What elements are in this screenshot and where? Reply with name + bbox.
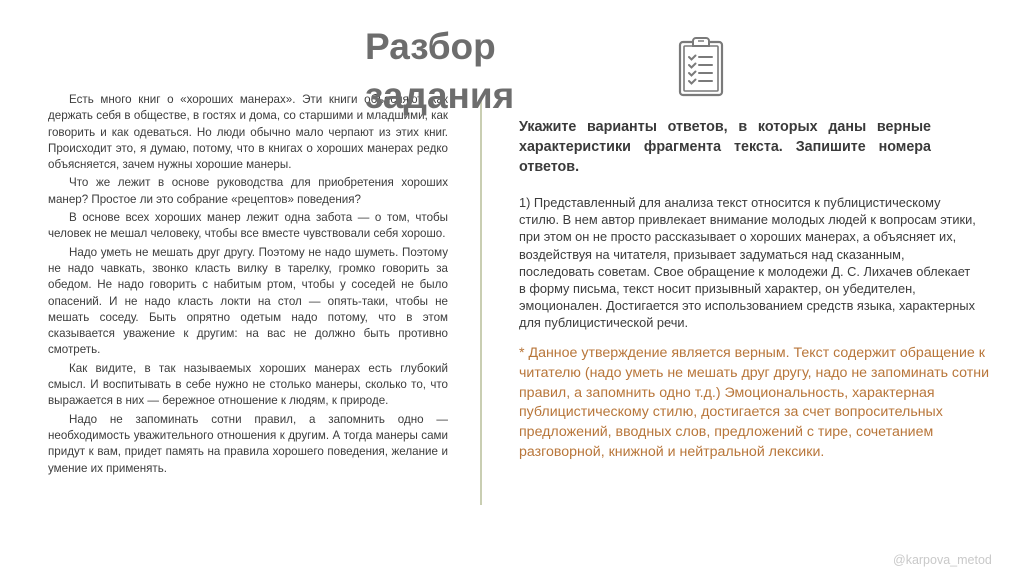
title-line-1: Разбор xyxy=(365,26,496,67)
slide-title xyxy=(365,22,565,120)
watermark: @karpova_metod xyxy=(893,553,992,567)
source-paragraph: Надо не запоминать сотни правил, а запомнить одно — необходимость уважительного отношения к другим. А тогда манеры сами придут к вам, придет память на правила хорошего поведения, желание и умение их применять. xyxy=(48,412,448,475)
source-paragraph: Надо уметь не мешать друг другу. Поэтому не надо шуметь. Поэтому не надо чавкать, звонко класть вилку в тарелку, громко говорить за обедом. Не надо говорить с набитым ртом, чтобы у соседей не было опасений. И не надо класть локти на стол — опять-таки, чтобы не мешать соседу. Быть опрятно одетым надо потому, что в этом сказывается уважение к другим: на вас не должно быть противно смотреть. xyxy=(48,245,448,357)
answer-option-1: 1) Представленный для анализа текст относится к публицистическому стилю. В нем автор привлекает внимание молодых людей к вопросам этики, при этом он не просто рассказывает о хороших манерах, а объясняет их, воздействуя на читателя, призывает задуматься над сказанным, последовать советам. Свое обращение к молодежи Д. С. Лихачев облекает в форму письма, текст носит призывный характер, он убедителен, эмоционален. Достигается это использованием средств языка, характерных для публицистической речи. xyxy=(519,195,976,331)
column-divider xyxy=(480,100,482,505)
answer-comment: * Данное утверждение является верным. Текст содержит обращение к читателю (надо уметь не мешать друг другу, надо не запоминать сотни правил, а запомнить одно т.д.) Эмоциональность, характерная публицистическому стилю, достигается за счет вопросительных предложений, вводных слов, предложений с тире, сочетанием разговорной, книжной и нейтральной лексики. xyxy=(519,345,989,460)
source-paragraph: Что же лежит в основе руководства для приобретения хороших манер? Простое ли это собрание «рецептов» поведения? xyxy=(48,176,448,206)
source-paragraph: Есть много книг о «хороших манерах». Эти книги объясняют, как держать себя в обществе, в гостях и дома, со старшими и младшими, как говорить и как одеваться. Но люди обычно мало черпают из этих книг. Происходит это, я думаю, потому, что в книгах о хороших манерах редко объясняется, зачем нужны хорошие манеры. xyxy=(48,93,448,172)
title-line-2: задания xyxy=(365,75,515,116)
source-paragraph: В основе всех хороших манер лежит одна забота — о том, чтобы человек не мешал человеку, чтобы все вместе чувствовали себя хорошо. xyxy=(48,211,448,241)
task-instruction: Укажите варианты ответов, в которых даны верные характеристики фрагмента текста. Запишите номера ответов. xyxy=(519,119,931,175)
clipboard-checklist-icon xyxy=(678,37,724,97)
source-paragraph: Как видите, в так называемых хороших манерах есть глубокий смысл. И воспитывать в себе нужно не столько манеры, сколько то, что выражается в них — бережное отношение к людям, к природе. xyxy=(48,361,448,408)
source-text xyxy=(48,92,448,479)
